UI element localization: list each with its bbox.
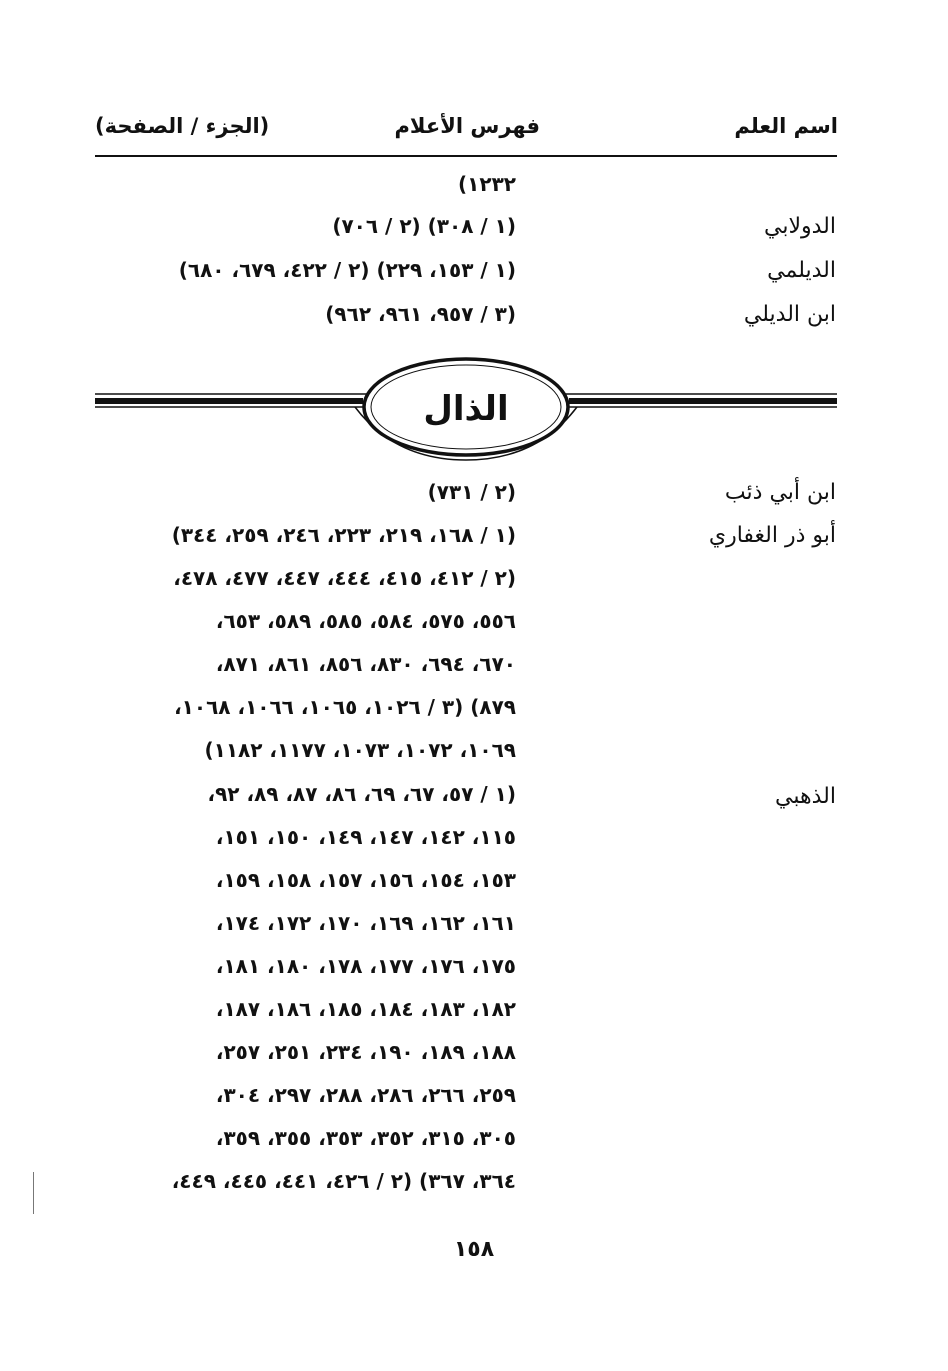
entry-refs-line: (٣ / ٩٥٧، ٩٦١، ٩٦٢): [325, 302, 516, 326]
entry-refs-line: ١٧٥، ١٧٦، ١٧٧، ١٧٨، ١٨٠، ١٨١،: [215, 954, 516, 978]
entry-refs-line: (٢ / ٤١٢، ٤١٥، ٤٤٤، ٤٤٧، ٤٧٧، ٤٧٨،: [173, 566, 516, 590]
entry-refs-line: ٨٧٩) (٣ / ١٠٢٦، ١٠٦٥، ١٠٦٦، ١٠٦٨،: [174, 695, 516, 719]
entry-refs-line: ١٨٢، ١٨٣، ١٨٤، ١٨٥، ١٨٦، ١٨٧،: [215, 997, 516, 1021]
section-divider: [95, 352, 837, 462]
entry-refs-line: ١٦١، ١٦٢، ١٦٩، ١٧٠، ١٧٢، ١٧٤،: [215, 911, 516, 935]
column-header-ref: (الجزء / الصفحة): [95, 114, 270, 138]
section-heading: الذال: [423, 389, 509, 429]
entry-refs-line: ١٢٣٢): [458, 172, 516, 196]
section-divider-ornament: [95, 352, 837, 462]
entry-name: أبو ذر الغفاري: [708, 523, 836, 548]
entry-refs-line: ١٠٦٩، ١٠٧٢، ١٠٧٣، ١١٧٧، ١١٨٢): [204, 738, 516, 762]
entry-refs-line: ١٥٣، ١٥٤، ١٥٦، ١٥٧، ١٥٨، ١٥٩،: [215, 868, 516, 892]
entry-name: الذهبي: [775, 784, 836, 809]
column-header-name: اسم العلم: [734, 114, 838, 138]
entry-refs-line: ٢٥٩، ٢٦٦، ٢٨٦، ٢٨٨، ٢٩٧، ٣٠٤،: [215, 1083, 516, 1107]
entry-refs-line: ٣٠٥، ٣١٥، ٣٥٢، ٣٥٣، ٣٥٥، ٣٥٩،: [215, 1126, 516, 1150]
entry-refs-line: (٢ / ٧٣١): [427, 480, 516, 504]
entry-refs-line: ١٨٨، ١٨٩، ١٩٠، ٢٣٤، ٢٥١، ٢٥٧،: [215, 1040, 516, 1064]
page-title: فهرس الأعلام: [394, 114, 540, 138]
entry-name: الدولابي: [764, 214, 836, 239]
margin-line: [33, 1172, 34, 1214]
entry-refs-line: (١ / ٣٠٨) (٢ / ٧٠٦): [332, 214, 516, 238]
page-number: ١٥٨: [453, 1237, 495, 1262]
entry-refs-line: (١ / ١٦٨، ٢١٩، ٢٢٣، ٢٤٦، ٢٥٩، ٣٤٤): [171, 523, 516, 547]
entry-refs-line: (١ / ١٥٣، ٢٢٩) (٢ / ٤٢٢، ٦٧٩، ٦٨٠): [178, 258, 516, 282]
entry-refs-line: ٣٦٤، ٣٦٧) (٢ / ٤٢٦، ٤٤١، ٤٤٥، ٤٤٩،: [171, 1169, 516, 1193]
entry-name: ابن الديلي: [743, 302, 836, 327]
entry-refs-line: ٥٥٦، ٥٧٥، ٥٨٤، ٥٨٥، ٥٨٩، ٦٥٣،: [215, 609, 516, 633]
entry-name: ابن أبي ذئب: [724, 480, 836, 505]
entry-refs-line: (١ / ٥٧، ٦٧، ٦٩، ٨٦، ٨٧، ٨٩، ٩٢،: [207, 782, 516, 806]
entry-name: الديلمي: [767, 258, 836, 283]
entry-refs-line: ١١٥، ١٤٢، ١٤٧، ١٤٩، ١٥٠، ١٥١،: [215, 825, 516, 849]
entry-refs-line: ٦٧٠، ٦٩٤، ٨٣٠، ٨٥٦، ٨٦١، ٨٧١،: [215, 652, 516, 676]
header-rule: [95, 155, 837, 157]
